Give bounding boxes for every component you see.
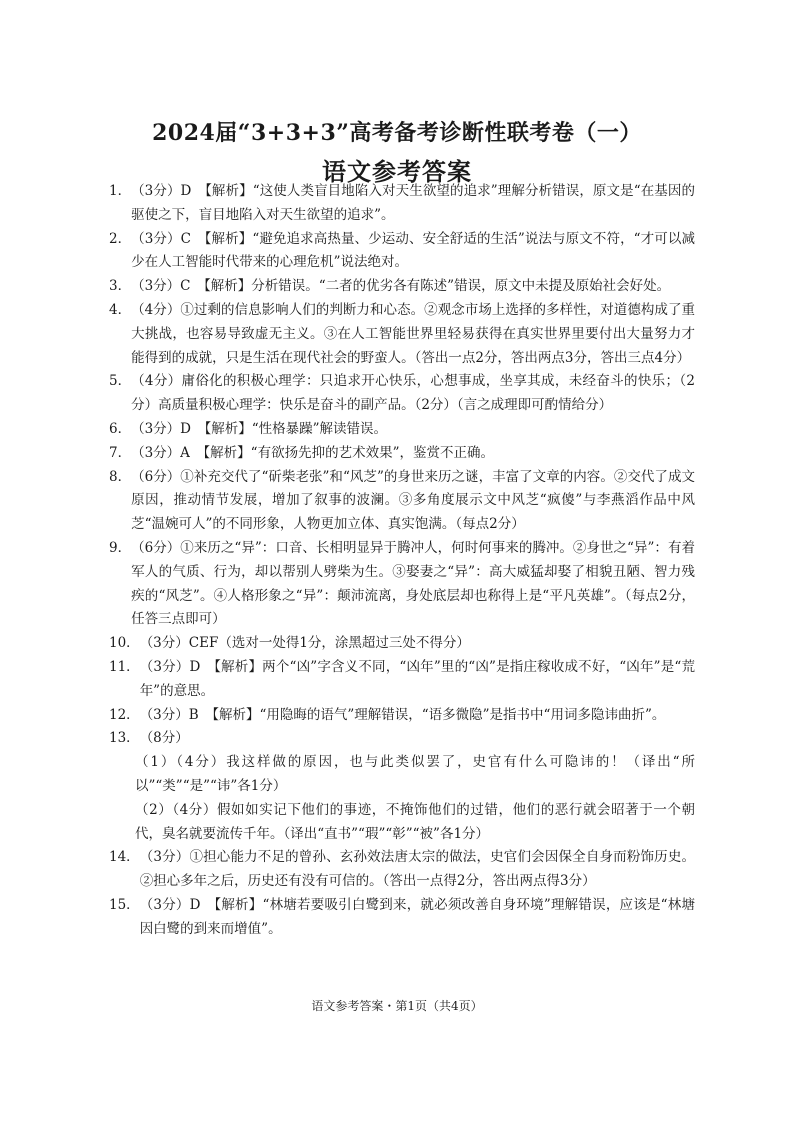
answer-item-14 xyxy=(109,846,695,894)
item-text: （3分）D 【解析】“这使人类盲目地陷入对天生欲望的追求”理解分析错误，原文是“在基因的驱使之下，盲目地陷入对天生欲望的追求”。 xyxy=(131,183,695,223)
item-number: 11． xyxy=(109,658,140,675)
answer-item-11 xyxy=(109,656,695,704)
item-number: 1． xyxy=(109,183,132,199)
item-number: 6． xyxy=(109,420,132,437)
answer-item-13 xyxy=(109,727,695,751)
answer-item-15 xyxy=(109,894,695,942)
item-text: （8分） xyxy=(139,730,189,747)
answer-item-13-part-1: （1）（4分）我这样做的原因，也与此类似罢了，史官有什么可隐讳的！（译出“所以”“类”“是”“讳”各1分） xyxy=(135,754,695,794)
item-number: 4． xyxy=(109,301,132,318)
item-text: （3分）A 【解析】“有欲扬先抑的艺术效果”，鉴赏不正确。 xyxy=(131,444,494,461)
item-text: （3分）D 【解析】两个“凶”字含义不同，“凶年”里的“凶”是指庄稼收成不好，“凶年”是“荒年”的意思。 xyxy=(139,658,695,699)
answer-item-8 xyxy=(109,466,695,537)
item-number: 14． xyxy=(109,849,140,866)
page-footer: 语文参考答案・第1页（共4页） xyxy=(311,999,483,1013)
answer-item-10 xyxy=(109,632,695,656)
item-number: 9． xyxy=(109,539,132,556)
item-number: 5． xyxy=(109,373,132,390)
answer-list xyxy=(109,180,695,942)
item-number: 10． xyxy=(109,635,140,652)
item-number: 2． xyxy=(109,230,132,247)
item-number: 7． xyxy=(109,444,132,461)
item-text: （3分）CEF（选对一处得1分，涂黑超过三处不得分） xyxy=(139,635,470,652)
answer-item-4 xyxy=(109,299,695,370)
item-text: （3分）D 【解析】“性格暴躁”解读错误。 xyxy=(131,420,388,437)
answer-item-5 xyxy=(109,370,695,418)
answer-item-12 xyxy=(109,704,695,728)
answer-item-7 xyxy=(109,442,695,466)
item-text: （3分）①担心能力不足的曾孙、玄孙效法唐太宗的做法，史官们会因保全自身而粉饰历史。②担心多年之后，历史还有没有可信的。（答出一点得2分，答出两点得3分） xyxy=(139,849,695,890)
answer-item-2 xyxy=(109,228,695,276)
answer-item-13-part-2: （2）（4分）假如如实记下他们的事迹，不掩饰他们的过错，他们的恶行就会昭著于一个朝代，臭名就要流传千年。（译出“直书”“瑕”“彰”“被”各1分） xyxy=(135,801,695,842)
item-text: （6分）①补充交代了“斫柴老张”和“风芝”的身世来历之谜，丰富了文章的内容。②交代了成文原因，推动情节发展，增加了叙事的波澜。③多角度展示文中风芝“疯傻”与李燕滔作品中风芝“温婉可人”的不同形象，人物更加立体、真实饱满。（每点2分） xyxy=(131,468,695,533)
item-text: （3分）B 【解析】“用隐晦的语气”理解错误，“语多微隐”是指书中“用词多隐讳曲折”。 xyxy=(139,706,666,723)
item-number: 13． xyxy=(109,730,140,747)
page-subtitle: 语文参考答案 xyxy=(322,157,472,186)
item-text: （4分）庸俗化的积极心理学：只追求开心快乐，心想事成，坐享其成，未经奋斗的快乐；（2分）高质量积极心理学：快乐是奋斗的副产品。（2分）（言之成理即可酌情给分） xyxy=(131,373,695,414)
item-text: （3分）D 【解析】“林塘若要吸引白鹭到来，就必须改善自身环境”理解错误，应该是“林塘因白鹭的到来而增值”。 xyxy=(139,896,695,937)
answer-item-6 xyxy=(109,418,695,442)
item-text: （3分）C 【解析】“避免追求高热量、少运动、安全舒适的生活”说法与原文不符，“才可以减少在人工智能时代带来的心理危机”说法绝对。 xyxy=(131,230,695,271)
item-text: （4分）①过剩的信息影响人们的判断力和心态。②观念市场上选择的多样性，对道德构成了重大挑战，也容易导致虚无主义。③在人工智能世界里轻易获得在真实世界里要付出大量努力才能得到的成就，只是生活在现代社会的野蛮人。（答出一点2分，答出两点3分，答出三点4分） xyxy=(131,301,695,366)
answer-item-9 xyxy=(109,537,695,632)
item-number: 3． xyxy=(109,278,132,295)
answer-item-3 xyxy=(109,275,695,299)
item-text: （3分）C 【解析】分析错误。“二者的优劣各有陈述”错误，原文中未提及原始社会好处。 xyxy=(131,278,671,295)
item-number: 15． xyxy=(109,896,140,913)
page-title: 2024届“3+3+3”高考备考诊断性联考卷（一） xyxy=(152,120,642,146)
item-number: 8． xyxy=(109,468,132,485)
answer-item-1 xyxy=(109,180,695,228)
item-text: （6分）①来历之“异”：口音、长相明显异于腾冲人，何时何事来的腾冲。②身世之“异”：有着军人的气质、行为，却以帮别人劈柴为生。③娶妻之“异”：高大威猛却娶了相貌丑陋、智力残疾的“风芝”。④人格形象之“异”：颠沛流离，身处底层却也称得上是“平凡英雄”。（每点2分，任答三点即可） xyxy=(131,539,695,628)
item-number: 12． xyxy=(109,706,140,723)
